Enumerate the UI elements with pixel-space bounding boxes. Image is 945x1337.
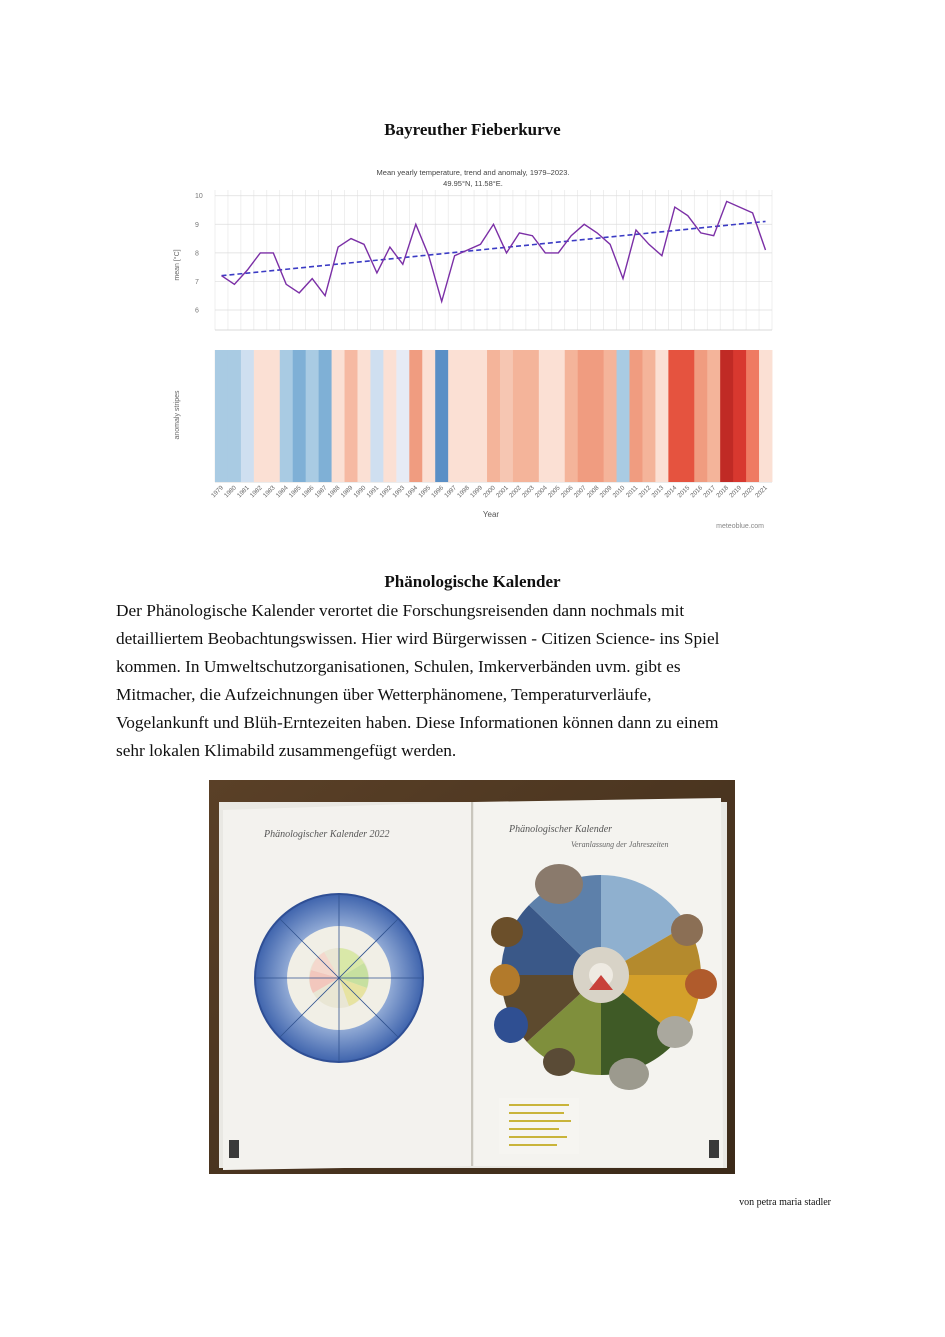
x-tick-label: 1999: [469, 484, 484, 500]
x-tick-label: 1988: [326, 484, 342, 500]
body-line: kommen. In Umweltschutzorganisationen, Schulen, Imkerverbänden uvm. gibt es: [116, 657, 681, 676]
author-credit: von petra maria stadler: [739, 1197, 831, 1208]
anomaly-stripe: [332, 350, 345, 482]
anomaly-stripe: [642, 350, 655, 482]
x-tick-label: 2004: [533, 484, 549, 500]
anomaly-stripe: [370, 350, 383, 482]
anomaly-stripe: [655, 350, 668, 482]
anomaly-stripe: [215, 350, 228, 482]
x-tick-label: 2019: [728, 484, 744, 500]
y-tick-label: 6: [195, 307, 199, 315]
anomaly-stripe: [681, 350, 694, 482]
anomaly-stripe: [733, 350, 746, 482]
right-page-title: Phänologischer Kalender: [509, 824, 613, 835]
chart-source: meteoblue.com: [716, 523, 764, 530]
anomaly-stripe: [422, 350, 435, 482]
x-tick-label: 2007: [572, 484, 588, 500]
x-tick-label: 2006: [559, 484, 575, 500]
right-page-subtitle: Veranlassung der Jahreszeiten: [571, 840, 669, 849]
x-tick-label: 1985: [287, 484, 303, 500]
anomaly-stripe: [383, 350, 396, 482]
x-tick-label: 1992: [378, 484, 394, 500]
x-tick-label: 1986: [300, 484, 316, 500]
anomaly-stripe: [565, 350, 578, 482]
anomaly-stripe: [267, 350, 280, 482]
x-tick-label: 2013: [650, 484, 666, 500]
x-tick-label: 1989: [339, 484, 355, 500]
x-tick-label: 2000: [482, 484, 497, 500]
anomaly-stripe: [357, 350, 370, 482]
x-tick-label: 2012: [637, 484, 653, 500]
body-line: Vogelankunft und Blüh-Erntezeiten haben. Diese Informationen können dann zu einem: [116, 713, 719, 732]
anomaly-stripe: [448, 350, 461, 482]
anomaly-stripe: [319, 350, 332, 482]
body-line: Der Phänologische Kalender verortet die Forschungsreisenden dann nochmals mit: [116, 601, 685, 620]
x-tick-label: 1987: [313, 484, 329, 500]
x-tick-label: 2017: [702, 484, 718, 500]
x-tick-label: 2014: [663, 484, 679, 500]
x-tick-label: 2008: [585, 484, 601, 500]
section-title-fieberkurve: Bayreuther Fieberkurve: [384, 120, 561, 139]
anomaly-stripe: [254, 350, 267, 482]
x-tick-label: 1994: [404, 484, 420, 500]
body-line: detailliertem Beobachtungswissen. Hier wird Bürgerwissen - Citizen Science- ins Spiel: [116, 629, 720, 648]
temperature-line: [222, 201, 766, 301]
anomaly-stripe: [345, 350, 358, 482]
x-tick-label: 2018: [715, 484, 731, 500]
y-axis-label: mean [°C]: [174, 249, 181, 281]
anomaly-stripe: [720, 350, 733, 482]
anomaly-stripe: [707, 350, 720, 482]
x-tick-label: 1991: [365, 484, 381, 500]
anomaly-stripe: [500, 350, 513, 482]
y-tick-label: 9: [195, 221, 199, 229]
anomaly-stripe: [280, 350, 293, 482]
x-tick-label: 1982: [248, 484, 264, 500]
anomaly-stripe: [409, 350, 422, 482]
x-tick-label: 2021: [754, 484, 769, 500]
section-title-phaenologie: Phänologische Kalender: [384, 572, 561, 591]
x-tick-label: 2020: [741, 484, 756, 500]
anomaly-stripe: [746, 350, 759, 482]
x-tick-label: 1983: [261, 484, 277, 500]
trend-line: [221, 221, 765, 275]
anomaly-stripe: [396, 350, 409, 482]
y-tick-label: 10: [195, 193, 203, 201]
x-tick-label: 1995: [417, 484, 433, 500]
anomaly-stripe: [513, 350, 526, 482]
anomaly-stripe: [461, 350, 474, 482]
anomaly-stripe: [617, 350, 630, 482]
x-tick-label: 1981: [235, 484, 251, 500]
temperature-chart-svg: [168, 160, 780, 535]
anomaly-stripe: [487, 350, 500, 482]
anomaly-stripe: [591, 350, 604, 482]
x-tick-label: 1979: [210, 484, 225, 500]
x-tick-label: 1990: [352, 484, 368, 500]
anomaly-stripe: [306, 350, 319, 482]
x-tick-label: 2010: [611, 484, 627, 500]
x-tick-label: 1998: [456, 484, 472, 500]
anomaly-stripe: [604, 350, 617, 482]
anomaly-stripe: [539, 350, 552, 482]
anomaly-stripe: [526, 350, 539, 482]
anomaly-stripe: [630, 350, 643, 482]
x-tick-label: 2015: [676, 484, 692, 500]
left-calendar-wheel: [255, 894, 423, 1062]
body-line: sehr lokalen Klimabild zusammengefügt werden.: [116, 741, 457, 760]
body-paragraph: [116, 597, 836, 765]
stripes-axis-label: anomaly stripes: [174, 390, 181, 440]
x-tick-label: 2003: [520, 484, 536, 500]
temperature-chart: [168, 160, 780, 535]
legend-handwriting: [499, 1098, 579, 1154]
anomaly-stripe: [293, 350, 306, 482]
anomaly-stripe: [694, 350, 707, 482]
body-line: Mitmacher, die Aufzeichnungen über Wetterphänomene, Temperaturverläufe,: [116, 685, 652, 704]
x-axis-label: Year: [482, 510, 500, 519]
anomaly-stripe: [759, 350, 772, 482]
anomaly-stripe: [435, 350, 448, 482]
x-tick-label: 2016: [689, 484, 705, 500]
anomaly-stripe: [474, 350, 487, 482]
y-tick-label: 7: [195, 278, 199, 286]
x-tick-label: 2001: [495, 484, 510, 500]
x-tick-label: 2005: [546, 484, 562, 500]
x-tick-label: 2011: [624, 484, 640, 499]
chart-subtitle: 49.95°N, 11.58°E.: [443, 179, 503, 188]
left-page-title: Phänologischer Kalender 2022: [264, 829, 390, 840]
x-tick-label: 1996: [430, 484, 446, 500]
y-tick-label: 8: [195, 250, 199, 258]
chart-title: Mean yearly temperature, trend and anomaly, 1979–2023.: [376, 168, 570, 177]
x-tick-label: 2002: [507, 484, 523, 500]
anomaly-stripe: [668, 350, 681, 482]
x-tick-label: 1984: [274, 484, 290, 500]
anomaly-stripe: [578, 350, 591, 482]
x-tick-label: 2009: [598, 484, 614, 500]
anomaly-stripe: [552, 350, 565, 482]
x-tick-label: 1993: [391, 484, 407, 500]
calendar-photo: [209, 780, 735, 1174]
anomaly-stripe: [241, 350, 254, 482]
anomaly-stripe: [228, 350, 241, 482]
x-tick-label: 1980: [222, 484, 238, 500]
x-tick-label: 1997: [443, 484, 459, 500]
